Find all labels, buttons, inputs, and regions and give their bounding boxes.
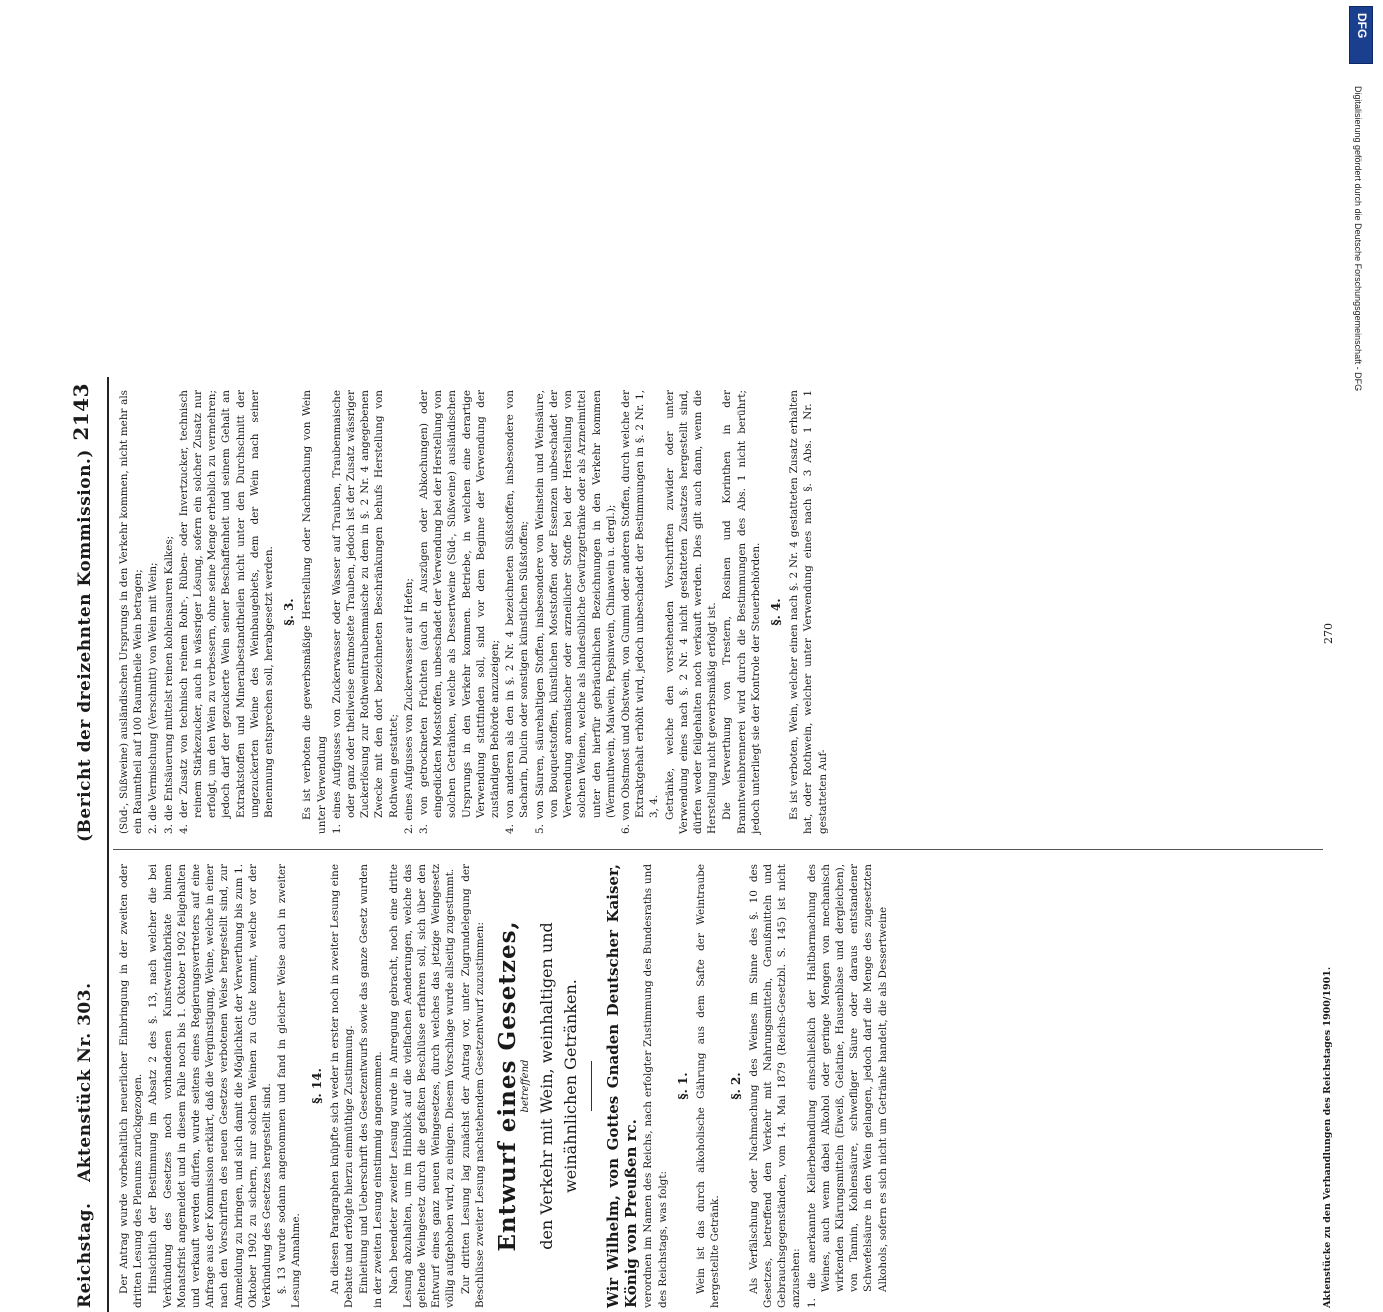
column-separator xyxy=(113,849,1323,850)
list-item: 6. von Obstmost und Obstwein, von Gummi oder anderen Stoffen, durch welche der Extraktgehalt erhöht wird, jedoch unbeschadet der Bestimmungen in §. 2 Nr. 1, 3, 4. xyxy=(619,390,661,834)
list-item: 4. von anderen als den in §. 2 Nr. 4 bezeichneten Süßstoffen, insbesondere von Sacharin, Dulcin oder sonstigen künstlichen Süßstoffen; xyxy=(504,390,531,834)
paragraph: §. 13 wurde sodann angenommen und fand in gleicher Weise auch in zweiter Lesung Annahme. xyxy=(276,864,303,1308)
list-item: 2. die Vermischung (Verschnitt) von Wein mit Wein; xyxy=(147,562,160,834)
draft-subtitle-line1: den Verkehr mit Wein, weinhaltigen und xyxy=(537,922,557,1250)
paragraph: Getränke, welche den vorstehenden Vorschriften zuwider oder unter Verwendung eines nach §. 2 Nr. 4 nicht gestatteten Zusatzes hergestellt sind, dürfen weder feilgehalten noch verkauft werden. Dies gilt auch dann, wenn die Herstellung nicht gewerbsmäßig erfolgt ist. xyxy=(663,390,719,834)
paragraph: Es ist verboten, Wein, welcher einen nach §. 2 Nr. 4 gestatteten Zusatz erhalten hat, oder Rothwein, welcher unter Verwendung eines nach §. 3 Abs. 1 Nr. 1 gestatteten Auf- xyxy=(788,390,829,834)
section-heading: §. 14. xyxy=(309,1068,324,1104)
list-item: 1. eines Aufgusses von Zuckerwasser oder Wasser auf Trauben, Traubenmaische oder ganz oder theilweise entmostete Trauben, jedoch ist der Zusatz wässriger Zuckerlösung zur Rothweintraubenmaische zu dem in §. 2 Nr. 4 angegebenen Zwecke mit den dort bezeichneten Beschränkungen behufs Herstellung von Rothwein gestattet; xyxy=(330,390,400,834)
paragraph: verordnen im Namen des Reichs, nach erfolgter Zustimmung des Bundesraths und des Reichstags, was folgt: xyxy=(642,864,669,1308)
paragraph: Als Verfälschung oder Nachmachung des Weines im Sinne des §. 10 des Gesetzes, betreffend den Verkehr mit Nahrungsmitteln, Genußmitteln und Gebrauchsgegenständen, vom 14. Mai 1879 (Reichs-Gesetzbl. S. 145) ist nicht anzusehen: xyxy=(747,864,803,1308)
footer-left: Aktenstücke zu den Verhandlungen des Reichstages 1900/1901. xyxy=(1322,966,1333,1308)
dfg-logo xyxy=(1349,6,1373,64)
digitization-note-text: Digitalisierung gefördert durch die Deutsche Forschungsgemeinschaft - DFG xyxy=(1353,86,1363,392)
paragraph: Zur dritten Lesung lag zunächst der Antrag vor, unter Zugrundelegung der Beschlüsse zweiter Lesung nachstehendem Gesetzentwurf zuzustimmen: xyxy=(459,864,486,1308)
paragraph: Es ist verboten die gewerbsmäßige Herstellung oder Nachmachung von Wein unter Verwendung xyxy=(301,390,328,834)
page-header xyxy=(61,377,105,1312)
paragraph: Einleitung und Ueberschrift des Gesetzentwurfs sowie das ganze Gesetz wurden in der zweiten Lesung einstimmig angenommen. xyxy=(358,864,385,1308)
list-item: 1. die anerkannte Kellerbehandlung einschließlich der Haltbarmachung des Weines, auch wenn dabei Alkohol oder geringe Mengen von mechanisch wirkenden Klärungsmitteln (Eiweiß, Gelatine, Hausenblase und dergleichen), von Tannin, Kohlensäure, schwefliger Säure oder daraus entstandener Schwefelsäure in den Wein gelangen, jedoch darf die Menge des zugesetzten Alkohols, sofern es sich nicht um Getränke handelt, die als Dessertweine xyxy=(805,864,889,1308)
section-heading: §. 3. xyxy=(282,598,297,626)
header-middle: Aktenstück Nr. 303. xyxy=(75,982,95,1182)
rotated-page xyxy=(61,32,1335,1312)
draft-title: Entwurf eines Gesetzes, xyxy=(494,920,522,1252)
section-heading: §. 2. xyxy=(728,1072,743,1100)
section-heading: §. 1. xyxy=(675,1072,690,1100)
betreffend-label: betreffend xyxy=(520,1059,532,1113)
list-item: 2. eines Aufgusses von Zuckerwasser auf Hefen; xyxy=(402,578,415,834)
digitization-note xyxy=(1349,86,1369,876)
left-column xyxy=(117,864,891,1308)
paragraph: (Süd-, Süßweine) ausländischen Ursprungs in den Verkehr kommen, nicht mehr als ein Raumtheil auf 100 Raumtheile Wein betragen; xyxy=(118,390,145,834)
paragraph: Wein ist das durch alkoholische Gährung aus dem Safte der Weintraube hergestellte Getränk. xyxy=(695,864,722,1308)
header-rule xyxy=(107,377,109,1312)
paragraph: Die Verwerthung von Trestern, Rosinen und Korinthen in der Branntweinbrennerei wird durch die Bestimmungen des Abs. 1 nicht berührt; jedoch unterliegt sie der Kontrole der Steuerbehörden. xyxy=(721,390,762,834)
section-heading: §. 4. xyxy=(768,598,783,626)
header-report: (Bericht der dreizehnten Kommission.) xyxy=(75,449,95,842)
header-left: Reichstag. xyxy=(75,1202,95,1308)
paragraph: Hinsichtlich der Bestimmung im Absatz 2 des §. 13, nach welcher die bei Verkündung des Gesetzes noch vorhandenen Kunstweinfabrikate binnen Monatsfrist angemeldet und in diesem Falle noch bis 1. Oktober 1902 feilgehalten und verkauft werden dürfen, wurde seitens eines Regierungsvertreters auf eine Anfrage aus der Kommission erklärt, daß die Vergünstigung, Weine, welche in einer nach den Vorschriften des neuen Gesetzes verbotenen Weise hergestellt sind, zur Anmeldung zu bringen, und sich damit die Möglichkeit der Verwerthung bis zum 1. Oktober 1902 zu sichern, nur solchen Weinen zu Gute kommt, welche vor der Verkündung des Gesetzes hergestellt sind. xyxy=(147,864,274,1308)
paragraph: An diesen Paragraphen knüpfte sich weder in erster noch in zweiter Lesung eine Debatte und erfolgte hierzu einmüthige Zustimmung. xyxy=(328,864,356,1308)
dfg-logo-text: DFG xyxy=(1355,13,1369,39)
preamble-emperor: Wir Wilhelm, von Gottes Gnaden Deutscher Kaiser, König von Preußen rc. xyxy=(604,864,641,1308)
page-inner xyxy=(61,377,1341,1312)
list-item: 3. von getrockneten Früchten (auch in Auszügen oder Abkochungen) oder eingedickten Moststoffen, unbeschadet der Verwendung bei der Herstellung von solchen Getränken, welche als Dessertweine (Süd-, Süßweine) ausländischen Ursprungs in den Verkehr kommen. Betriebe, in welchen eine derartige Verwendung stattfinden soll, sind vor dem Beginne der Verwendung der zuständigen Behörde anzuzeigen; xyxy=(418,390,502,834)
footer-page-signature: 270 xyxy=(1322,623,1335,644)
paragraph: Nach beendeter zweiter Lesung wurde in Anregung gebracht, noch eine dritte Lesung abzuhalten, um im Hinblick auf die vielfachen Aenderungen, welche das geltende Weingesetz durch die gefaßten Beschlüsse erfahren soll, sich über den Entwurf eines ganz neuen Weingesetzes, durch welches das jetzige Weingesetz völlig aufgehoben wird, zu einigen. Diesem Vorschlage wurde allseitig zugestimmt. xyxy=(387,864,457,1308)
list-item: 3. die Entsäuerung mittelst reinen kohlensauren Kalkes; xyxy=(162,535,175,834)
right-column xyxy=(117,390,831,834)
short-divider xyxy=(591,1061,592,1111)
paragraph: Der Antrag wurde vorbehaltlich neuerlicher Einbringung in der zweiten oder dritten Lesung des Plenums zurückgezogen. xyxy=(118,864,145,1308)
list-item: 4. der Zusatz von technisch reinem Rohr-, Rüben- oder Invertzucker, technisch reinem Stärkezucker, auch in wässriger Lösung, sofern ein solcher Zusatz nur erfolgt, um den Wein zu verbessern, ohne seine Menge erheblich zu vermehren; jedoch darf der gezuckerte Wein seiner Beschaffenheit und seinem Gehalt an Extraktstoffen und Mineralbestandtheilen nicht unter den Durchschnitt der ungezuckerten Weine des Weinbaugebiets, dem der Wein nach seiner Benennung entsprechen soll, herabgesetzt werden. xyxy=(177,390,276,834)
draft-subtitle-line2: weinähnlichen Getränken. xyxy=(561,979,581,1193)
list-item: 5. von Säuren, säurehaltigen Stoffen, insbesondere von Weinstein und Weinsäure, von Bouquetstoffen, künstlichen Moststoffen oder Essenzen unbeschadet der Verwendung aromatischer oder arzneilicher Stoffe bei der Herstellung von solchen Weinen, welche als landesübliche Gewürzgetränke oder als Arzneimittel unter den hierfür gebräuchlichen Bezeichnungen in den Verkehr kommen (Wermuthwein, Maiwein, Pepsinwein, Chinawein u. dergl.); xyxy=(533,390,617,834)
page-number: 2143 xyxy=(69,383,93,441)
